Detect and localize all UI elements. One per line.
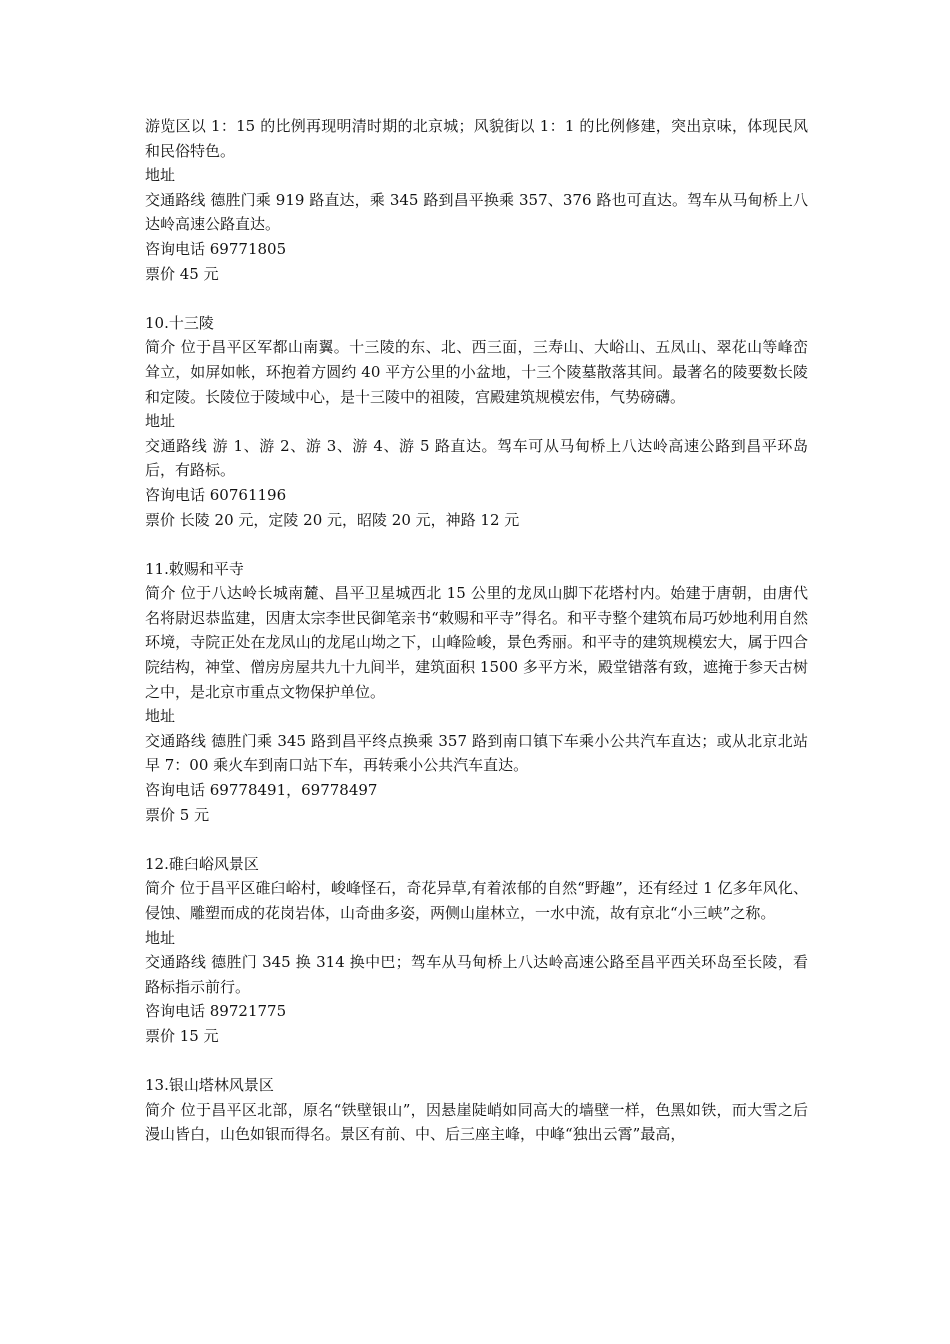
document-page — [145, 114, 808, 1147]
site-section-11 — [145, 557, 808, 828]
intro-description: 游览区以 1：15 的比例再现明清时期的北京城；风貌街以 1：1 的比例修建，突出京味，体现民风和民俗特色。 — [145, 117, 808, 160]
site-price: 票价 5 元 — [145, 805, 210, 824]
site-phone: 咨询电话 60761196 — [145, 485, 287, 504]
section-spacer — [145, 827, 808, 852]
site-title: 12.碓臼峪风景区 — [145, 854, 259, 873]
site-address: 地址 — [145, 928, 176, 947]
site-price: 票价 15 元 — [145, 1026, 219, 1045]
intro-price: 票价 45 元 — [145, 264, 219, 283]
site-intro: 简介 位于昌平区碓臼峪村，峻峰怪石，奇花异草,有着浓郁的自然“野趣”，还有经过 1 亿多年风化、侵蚀、雕塑而成的花岗岩体，山奇曲多姿，两侧山崖林立，一水中流，故有京北“小三峡”之称。 — [145, 879, 808, 922]
section-spacer — [145, 286, 808, 311]
site-title: 13.银山塔林风景区 — [145, 1076, 274, 1095]
site-section-12 — [145, 852, 808, 1049]
site-intro: 简介 位于昌平区军都山南翼。十三陵的东、北、西三面，三寿山、大峪山、五凤山、翠花山等峰峦耸立，如屏如帐，环抱着方圆约 40 平方公里的小盆地，十三个陵墓散落其间。最著名的陵要数长陵和定陵。长陵位于陵域中心，是十三陵中的祖陵，宫殿建筑规模宏伟，气势磅礴。 — [145, 338, 808, 406]
site-transport: 交通路线 德胜门乘 345 路到昌平终点换乘 357 路到南口镇下车乘小公共汽车直达；或从北京北站早 7：00 乘火车到南口站下车，再转乘小公共汽车直达。 — [145, 731, 808, 775]
site-transport: 交通路线 游 1、游 2、游 3、游 4、游 5 路直达。驾车可从马甸桥上八达岭高速公路到昌平环岛后，有路标。 — [145, 436, 808, 480]
intro-phone: 咨询电话 69771805 — [145, 239, 287, 258]
section-spacer — [145, 532, 808, 557]
intro-section — [145, 114, 808, 286]
site-intro: 简介 位于昌平区北部，原名“铁壁银山”，因悬崖陡峭如同高大的墙壁一样，色黑如铁，而大雪之后漫山皆白，山色如银而得名。景区有前、中、后三座主峰，中峰“独出云霄”最高， — [145, 1100, 808, 1144]
section-spacer — [145, 1049, 808, 1074]
site-transport: 交通路线 德胜门 345 换 314 换中巴；驾车从马甸桥上八达岭高速公路至昌平西关环岛至长陵，看路标指示前行。 — [145, 953, 808, 996]
site-address: 地址 — [145, 707, 176, 726]
site-title: 11.敕赐和平寺 — [145, 559, 244, 578]
site-intro: 简介 位于八达岭长城南麓、昌平卫星城西北 15 公里的龙凤山脚下花塔村内。始建于唐朝，由唐代名将尉迟恭监建，因唐太宗李世民御笔亲书“敕赐和平寺”得名。和平寺整个建筑布局巧妙地利用自然环境，寺院正处在龙凤山的龙尾山坳之下，山峰险峻，景色秀丽。和平寺的建筑规模宏大，属于四合院结构，神堂、僧房房屋共九十九间半，建筑面积 1500 多平方米，殿堂错落有致，遮掩于参天古树之中，是北京市重点文物保护单位。 — [145, 584, 808, 701]
site-phone: 咨询电话 89721775 — [145, 1002, 287, 1021]
intro-address: 地址 — [145, 166, 176, 185]
site-section-10 — [145, 311, 808, 532]
intro-transport: 交通路线 德胜门乘 919 路直达，乘 345 路到昌平换乘 357、376 路也可直达。驾车从马甸桥上八达岭高速公路直达。 — [145, 190, 808, 234]
site-title: 10.十三陵 — [145, 313, 214, 332]
site-phone: 咨询电话 69778491，69778497 — [145, 781, 378, 800]
site-address: 地址 — [145, 412, 176, 431]
site-price: 票价 长陵 20 元，定陵 20 元，昭陵 20 元，神路 12 元 — [145, 510, 520, 529]
site-section-13 — [145, 1073, 808, 1147]
